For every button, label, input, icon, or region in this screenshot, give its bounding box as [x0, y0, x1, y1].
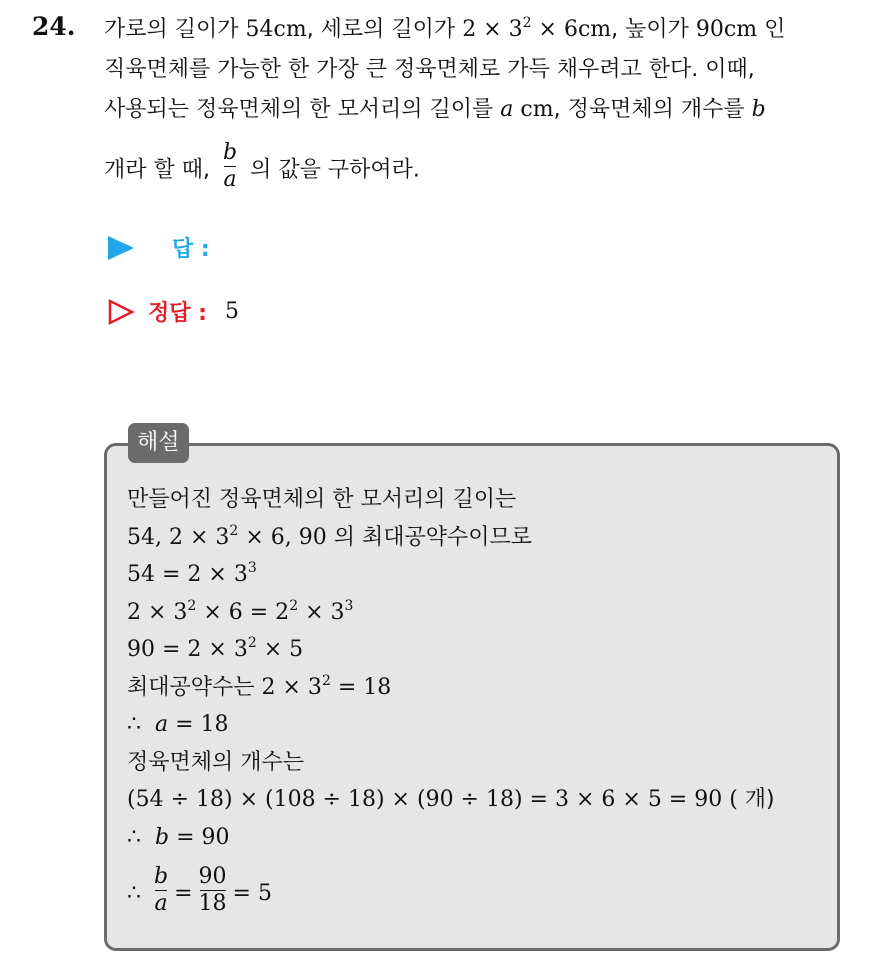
therefore-symbol: ∴: [127, 712, 141, 737]
solution-line-11: [127, 864, 827, 924]
math-segment: 54, 2 × 3: [127, 524, 230, 550]
fraction-denominator: a: [223, 167, 237, 192]
fraction-numerator: b: [222, 140, 238, 165]
solution-line-8: [127, 744, 827, 782]
math-segment: × 6, 90: [238, 524, 327, 550]
text-segment: 정육면체의 개수는: [127, 749, 305, 775]
math-rest: × 6cm: [531, 17, 612, 42]
math-exponent: 2: [289, 597, 299, 614]
solution-line-6: [127, 669, 827, 707]
math-segment: × 5: [256, 637, 304, 662]
fraction-numerator: b: [154, 863, 169, 889]
math-base: 2 × 3: [462, 17, 523, 42]
solution-line-9: [127, 781, 827, 819]
filled-triangle-right-icon: [108, 236, 134, 260]
text-segment: 만들어진 정육면체의 한 모서리의 길이는: [127, 487, 517, 512]
text-segment: 의 최대공약수이므로: [326, 524, 532, 550]
text-segment: 사용되는 정육면체의 한 모서리의 길이를: [104, 97, 501, 122]
math-segment: 90 = 2 × 3: [127, 637, 248, 662]
text-segment: , 정육면체의 개수를: [553, 97, 752, 122]
variable-a: a: [500, 97, 514, 122]
solution-line-1: [127, 481, 827, 519]
math-exponent: 2: [229, 522, 239, 539]
fraction-denominator: a: [154, 890, 168, 916]
math-exponent: 2: [321, 672, 331, 689]
text-segment: , 높이가: [611, 17, 696, 42]
text-segment: 개): [737, 787, 775, 812]
solution-line-4: [127, 594, 827, 632]
variable-a: a: [155, 712, 169, 737]
fraction-b-over-a: [223, 140, 237, 193]
solution-line-7: [127, 706, 827, 744]
fraction-90-over-18: [199, 864, 227, 917]
solution-line-10: [127, 819, 827, 857]
math-exponent: 2: [247, 635, 257, 651]
variable-b: b: [155, 824, 170, 850]
math-segment: × 6 = 2: [196, 599, 290, 625]
fraction-numerator: 90: [198, 863, 227, 889]
math-exponent: 3: [344, 597, 354, 614]
math-exponent: 2: [522, 15, 532, 31]
text-segment: 가로의 길이가: [104, 17, 246, 42]
solution-line-3: [127, 556, 827, 594]
math-segment: (54 ÷ 18) × (108 ÷ 18) × (90 ÷ 18) = 3 × 6 × 5 = 90 (: [127, 787, 738, 812]
problem-line-1: [104, 10, 874, 50]
problem-text: [104, 10, 874, 197]
text-segment: , 세로의 길이가: [306, 17, 463, 42]
problem-number: 24.: [32, 12, 76, 41]
equals-sign: =: [174, 881, 193, 906]
solution-tag: 해설: [128, 423, 189, 463]
text-segment: 개라 할 때,: [104, 157, 217, 183]
problem-line-4: [104, 140, 874, 197]
math-exponent: 2: [187, 597, 197, 614]
answer-row: [108, 232, 210, 263]
math-segment: 54 = 2 × 3: [127, 562, 248, 587]
answer-label: 답 :: [172, 237, 210, 262]
math-segment: 54cm: [245, 17, 307, 42]
text-segment: 인: [757, 17, 786, 42]
therefore-symbol: ∴: [127, 824, 141, 850]
fraction-b-over-a: [154, 864, 168, 917]
math-segment: = 18: [330, 674, 392, 700]
math-segment: cm: [513, 97, 554, 122]
math-segment: = 5: [232, 881, 272, 906]
text-segment: 의 값을 구하여라.: [243, 157, 420, 183]
correct-answer-value: 5: [224, 299, 239, 324]
solution-line-5: [127, 631, 827, 669]
math-segment: [462, 17, 611, 42]
text-segment: 최대공약수는: [127, 674, 262, 700]
correct-answer-row: [108, 296, 239, 327]
problem-line-3: [104, 90, 874, 130]
math-segment: = 90: [169, 824, 230, 850]
math-segment: × 3: [298, 599, 345, 625]
math-exponent: 3: [247, 560, 257, 576]
solution-line-2: [127, 519, 827, 557]
therefore-symbol: ∴: [127, 881, 141, 906]
math-segment: 2 × 3: [127, 599, 188, 625]
math-segment: = 18: [168, 712, 229, 737]
outline-triangle-right-icon: [108, 299, 134, 325]
math-segment: 2 × 3: [261, 674, 322, 700]
problem-line-2: 직육면체를 가능한 한 가장 큰 정육면체로 가득 채우려고 한다. 이때,: [104, 57, 755, 82]
variable-b: b: [751, 97, 766, 122]
correct-answer-label: 정답 :: [148, 301, 207, 326]
math-segment: 90cm: [695, 17, 758, 42]
fraction-denominator: 18: [198, 890, 227, 916]
solution-content: [127, 481, 827, 924]
